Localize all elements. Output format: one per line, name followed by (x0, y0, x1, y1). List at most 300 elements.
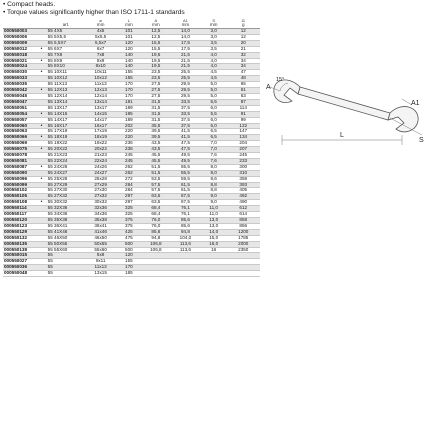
cell-g: 359 (227, 176, 260, 182)
cell-l: 155 (116, 70, 142, 76)
cell-l: 284 (116, 188, 142, 194)
cell-a1: 49,5 (170, 153, 201, 159)
header-art: art. (47, 18, 86, 29)
cell-s: 3,5 (201, 46, 227, 52)
cell-code: 000550047 (3, 99, 36, 105)
weight-icon: ⚖ (241, 18, 246, 24)
cell-art: 55 55X60 (47, 247, 86, 253)
spec-table (3, 18, 260, 277)
cell-art: 55 17X19 (47, 129, 86, 135)
cell-a: 23,5 (142, 76, 170, 82)
cell-l: 375 (116, 218, 142, 224)
cell-g: 858 (227, 218, 260, 224)
cell-a1: 37,5 (170, 105, 201, 111)
cell-a: 63,5 (142, 200, 170, 206)
cell-code: 000550063 (3, 129, 36, 135)
cell-a: 15,5 (142, 46, 170, 52)
cell-art: 55 41X46 (47, 229, 86, 235)
cell-a: 51,5 (142, 164, 170, 170)
cell-code: 000550117 (3, 212, 36, 218)
cell-l: 170 (116, 82, 142, 88)
cell-l: 500 (116, 247, 142, 253)
cell-l: 170 (116, 88, 142, 94)
cell-s: 7,6 (201, 158, 227, 164)
cell-code: 000550057 (3, 117, 36, 123)
cell-g: 233 (227, 158, 260, 164)
cell-code: 000550069 (3, 141, 36, 147)
header-mark (36, 18, 46, 29)
cell-s: 8,8 (201, 182, 227, 188)
cell-a: 106,8 (142, 241, 170, 247)
cell-size: 21x23 (85, 153, 116, 159)
cell-a1: 76,1 (170, 212, 201, 218)
cell-art: 55 30X32 (47, 200, 86, 206)
cell-mark: • (36, 46, 46, 52)
cell-s: 6,5 (201, 129, 227, 135)
cell-a: 68,4 (142, 212, 170, 218)
cell-g: 490 (227, 200, 260, 206)
cell-size: 11x13 (85, 82, 116, 88)
cell-art: 55 6X7 (47, 46, 86, 52)
cell-l: 185 (116, 111, 142, 117)
cell-art: 55 (47, 265, 86, 271)
cell-a1: 94,8 (170, 229, 201, 235)
cell-code: 000550108 (3, 200, 36, 206)
cell-l: 262 (116, 164, 142, 170)
cell-size: 41x46 (85, 229, 116, 235)
cell-size: 27x32 (85, 194, 116, 200)
cell-s: 16,0 (201, 241, 227, 247)
cell-code: 000550129 (3, 229, 36, 235)
label-s: S (419, 137, 424, 144)
cell-size: 13x17 (85, 105, 116, 111)
cell-g: 122 (227, 123, 260, 129)
cell-l: 475 (116, 235, 142, 241)
cell-size: 36x41 (85, 223, 116, 229)
cell-code: 000550102 (3, 188, 36, 194)
cell-a1: 14,0 (170, 29, 201, 35)
cell-g: 405 (227, 188, 260, 194)
cell-s: 8,6 (201, 176, 227, 182)
cell-s: 3,0 (201, 29, 227, 35)
cell-a: 106,8 (142, 247, 170, 253)
cell-art: 55 20X22 (47, 147, 86, 153)
cell-g: 204 (227, 141, 260, 147)
cell-code: 000550012 (3, 46, 36, 52)
cell-a1: 33,5 (170, 99, 201, 105)
cell-mark: • (36, 135, 46, 141)
cell-s: 8,0 (201, 164, 227, 170)
cell-g: 47 (227, 70, 260, 76)
cell-g: 87 (227, 99, 260, 105)
cell-g: 2000 (227, 241, 260, 247)
spec-table-wrapper (3, 18, 260, 277)
cell-g: 21 (227, 46, 260, 52)
cell-a: 63,5 (142, 194, 170, 200)
cell-art: 55 35X38 (47, 218, 86, 224)
cell-code: 000550048 (3, 271, 36, 277)
cell-art: 55 13X14 (47, 99, 86, 105)
cell-code: 000550027 (3, 259, 36, 265)
cell-a: 68,4 (142, 206, 170, 212)
cell-a1: 41,5 (170, 135, 201, 141)
cell-mark: • (36, 111, 46, 117)
cell-size: 13x14 (85, 99, 116, 105)
cell-s: 6,0 (201, 117, 227, 123)
cell-a1: 55,5 (170, 164, 201, 170)
label-a1: A1 (411, 100, 420, 107)
table-row (3, 271, 260, 277)
cell-a: 35,5 (142, 123, 170, 129)
cell-s: 16 (201, 247, 227, 253)
cell-size: 55x60 (85, 247, 116, 253)
cell-art: 55 16X17 (47, 123, 86, 129)
cell-mark (36, 271, 46, 277)
cell-a1: 47,5 (170, 141, 201, 147)
cell-s: 9,0 (201, 194, 227, 200)
cell-a1: 14,0 (170, 34, 201, 40)
header-weight: ⚖ g (227, 18, 260, 29)
cell-size: 7x8 (85, 52, 116, 58)
cell-art: 55 50X55 (47, 241, 86, 247)
cell-art: 55 (47, 259, 86, 265)
cell-s: 5,0 (201, 93, 227, 99)
cell-l: 220 (116, 135, 142, 141)
cell-size: 25x28 (85, 176, 116, 182)
cell-s: 7,6 (201, 153, 227, 159)
cell-l: 262 (116, 170, 142, 176)
cell-size: 10x11 (85, 70, 116, 76)
cell-g (227, 271, 260, 277)
cell-g: 207 (227, 147, 260, 153)
cell-l: 375 (116, 223, 142, 229)
cell-art: 55 46X50 (47, 235, 86, 241)
cell-l: 189 (116, 117, 142, 123)
cell-a: 19,5 (142, 58, 170, 64)
cell-a: 94,8 (142, 235, 170, 241)
cell-size: 30x32 (85, 200, 116, 206)
cell-art: 55 18X19 (47, 135, 86, 141)
cell-s: 8,0 (201, 170, 227, 176)
cell-size: 18x19 (85, 135, 116, 141)
cell-size: 11x13 (85, 265, 116, 271)
cell-art: 55 36X41 (47, 223, 86, 229)
cell-code: 000550054 (3, 111, 36, 117)
cell-s: 11,0 (201, 212, 227, 218)
cell-a: 43,5 (142, 147, 170, 153)
cell-a1: 21,5 (170, 58, 201, 64)
cell-a: 15,5 (142, 40, 170, 46)
cell-mark: • (36, 176, 46, 182)
cell-g: 614 (227, 212, 260, 218)
cell-art: 55 13X17 (47, 105, 86, 111)
cell-art: 55 8X10 (47, 64, 86, 70)
header-s: S mm (201, 18, 227, 29)
cell-code: 000550099 (3, 182, 36, 188)
cell-code: 000550035 (3, 82, 36, 88)
cell-a1: 29,5 (170, 88, 201, 94)
cell-a1: 21,5 (170, 52, 201, 58)
cell-g: 65 (227, 82, 260, 88)
cell-a1: 29,5 (170, 93, 201, 99)
cell-l: 155 (116, 76, 142, 82)
cell-a: 76,0 (142, 218, 170, 224)
cell-a1: 85,6 (170, 223, 201, 229)
cell-size: 4x5 (85, 29, 116, 35)
cell-a: 31,5 (142, 117, 170, 123)
cell-size: 32x36 (85, 206, 116, 212)
cell-art: 55 4X5 (47, 29, 86, 35)
cell-size: 24x26 (85, 164, 116, 170)
cell-s: 5,5 (201, 111, 227, 117)
cell-code: 000550024 (3, 64, 36, 70)
cell-a: 45,5 (142, 153, 170, 159)
cell-a: 39,5 (142, 129, 170, 135)
cell-g: 300 (227, 164, 260, 170)
cell-l: 170 (116, 265, 142, 271)
cell-size: 6x8 (85, 253, 116, 259)
cell-art: 55 19X22 (47, 141, 86, 147)
cell-a: 27,5 (142, 82, 170, 88)
cell-a: 53,5 (142, 176, 170, 182)
cell-a: 45,5 (142, 158, 170, 164)
cell-g: 114 (227, 105, 260, 111)
cell-l: 284 (116, 182, 142, 188)
cell-s: 11,0 (201, 206, 227, 212)
cell-l: 500 (116, 241, 142, 247)
cell-a1: 17,5 (170, 46, 201, 52)
cell-a1: 37,5 (170, 123, 201, 129)
cell-a1: 37,5 (170, 117, 201, 123)
cell-a1: 49,5 (170, 158, 201, 164)
cell-a (142, 271, 170, 277)
cell-code: 000550045 (3, 93, 36, 99)
cell-a: 19,5 (142, 64, 170, 70)
cell-code: 000550015 (3, 253, 36, 259)
cell-mark: • (36, 147, 46, 153)
cell-l: 140 (116, 64, 142, 70)
cell-g: 99 (227, 117, 260, 123)
cell-l: 185 (116, 271, 142, 277)
cell-g: 63 (227, 93, 260, 99)
cell-code: 000550033 (3, 76, 36, 82)
cell-size: 12x14 (85, 93, 116, 99)
cell-l: 120 (116, 40, 142, 46)
cell-l: 297 (116, 200, 142, 206)
cell-size: 35x38 (85, 218, 116, 224)
cell-code: 000550030 (3, 70, 36, 76)
cell-a1: 21,5 (170, 64, 201, 70)
cell-s: 14,0 (201, 229, 227, 235)
cell-code: 000550114 (3, 206, 36, 212)
cell-code: 000550060 (3, 123, 36, 129)
cell-s: 4,0 (201, 52, 227, 58)
cell-art: 55 (47, 253, 86, 259)
header-code (3, 18, 36, 29)
cell-art: 55 27X29 (47, 182, 86, 188)
cell-art: 55 25X28 (47, 176, 86, 182)
cell-s: 7,0 (201, 141, 227, 147)
cell-code: 000550078 (3, 153, 36, 159)
cell-l: 236 (116, 147, 142, 153)
cell-a: 39,5 (142, 135, 170, 141)
cell-size: 16x17 (85, 123, 116, 129)
cell-s: 5,0 (201, 82, 227, 88)
cell-code: 000550105 (3, 194, 36, 200)
cell-s: 8,8 (201, 188, 227, 194)
cell-l: 202 (116, 123, 142, 129)
cell-size: 6x7 (85, 46, 116, 52)
cell-mark: • (36, 200, 46, 206)
cell-g: 310 (227, 170, 260, 176)
cell-l: 181 (116, 99, 142, 105)
cell-l: 101 (116, 29, 142, 35)
cell-art: 55 34X36 (47, 212, 86, 218)
cell-a1: 67,5 (170, 194, 201, 200)
cell-code: 000550009 (3, 40, 36, 46)
cell-art: 55 27X30 (47, 188, 86, 194)
cell-s: 3,5 (201, 40, 227, 46)
cell-a: 31,5 (142, 99, 170, 105)
cell-a1: 25,5 (170, 76, 201, 82)
cell-l: 245 (116, 153, 142, 159)
label-angle: 15° (276, 77, 285, 83)
cell-g: 1785 (227, 235, 260, 241)
cell-s: 5,0 (201, 88, 227, 94)
cell-g: 1200 (227, 229, 260, 235)
cell-code: 000550036 (3, 265, 36, 271)
cell-size: 13x15 (85, 271, 116, 277)
note-torque: • Torque values significantly higher than ISO 1711-1 standards (3, 8, 185, 16)
cell-a1: 61,5 (170, 188, 201, 194)
cell-size: 46x50 (85, 235, 116, 241)
cell-mark: • (36, 58, 46, 64)
cell-code: 000550081 (3, 158, 36, 164)
cell-art: 55 24X27 (47, 170, 86, 176)
cell-l: 140 (116, 58, 142, 64)
cell-size: 9x11 (85, 259, 116, 265)
cell-g: 61 (227, 88, 260, 94)
cell-g: 48 (227, 76, 260, 82)
cell-g: 393 (227, 182, 260, 188)
cell-a1: 113,6 (170, 241, 201, 247)
cell-l: 236 (116, 141, 142, 147)
cell-l: 325 (116, 212, 142, 218)
cell-l: 101 (116, 34, 142, 40)
cell-g: 612 (227, 206, 260, 212)
wrench-size-icon: ⌀ (99, 18, 102, 24)
cell-l: 245 (116, 158, 142, 164)
cell-l: 120 (116, 46, 142, 52)
cell-s: 5,5 (201, 99, 227, 105)
cell-g: 20 (227, 40, 260, 46)
cell-art: 55 10X12 (47, 76, 86, 82)
cell-code: 000550003 (3, 29, 36, 35)
cell-s: 15,0 (201, 235, 227, 241)
cell-a: 27,5 (142, 88, 170, 94)
cell-a1: 47,5 (170, 147, 201, 153)
cell-size: 5x5,5 (85, 34, 116, 40)
cell-size: 27x30 (85, 188, 116, 194)
cell-s: 6,0 (201, 105, 227, 111)
cell-size: 24x27 (85, 170, 116, 176)
cell-size: 5,5x7 (85, 40, 116, 46)
cell-g: 2350 (227, 247, 260, 253)
cell-l: 170 (116, 93, 142, 99)
cell-art: 55 12X14 (47, 93, 86, 99)
cell-g: 12 (227, 34, 260, 40)
cell-mark: • (36, 88, 46, 94)
cell-code: 000550018 (3, 52, 36, 58)
cell-a: 57,5 (142, 182, 170, 188)
cell-a: 85,6 (142, 229, 170, 235)
cell-a: 57,5 (142, 188, 170, 194)
cell-code: 000550138 (3, 247, 36, 253)
notes (3, 1, 185, 16)
cell-art: 55 12X13 (47, 88, 86, 94)
cell-a1: 41,5 (170, 129, 201, 135)
cell-size: 10x12 (85, 76, 116, 82)
cell-l: 425 (116, 229, 142, 235)
cell-art: 55 14X15 (47, 111, 86, 117)
cell-s: 13,0 (201, 218, 227, 224)
cell-g: 12 (227, 29, 260, 35)
cell-a1: 59,5 (170, 176, 201, 182)
cell-art: 55 11X13 (47, 82, 86, 88)
cell-a1: 85,6 (170, 218, 201, 224)
cell-a: 31,5 (142, 111, 170, 117)
cell-g: 32 (227, 52, 260, 58)
table-body (3, 29, 260, 277)
cell-a1: 76,1 (170, 206, 201, 212)
cell-g: 856 (227, 223, 260, 229)
cell-g: 34 (227, 64, 260, 70)
cell-code: 000550123 (3, 223, 36, 229)
cell-s: 6,0 (201, 123, 227, 129)
cell-art: 55 7X8 (47, 52, 86, 58)
cell-mark: • (36, 164, 46, 170)
cell-a1: 104,0 (170, 235, 201, 241)
cell-code: 000550120 (3, 218, 36, 224)
cell-a1: 113,6 (170, 247, 201, 253)
cell-size: 27x29 (85, 182, 116, 188)
cell-a: 43,5 (142, 141, 170, 147)
cell-l: 220 (116, 129, 142, 135)
cell-art: 55 14X17 (47, 117, 86, 123)
header-a1: A1 mm (170, 18, 201, 29)
cell-art: 55 5,5X7 (47, 40, 86, 46)
cell-a1: 61,5 (170, 182, 201, 188)
cell-size: 8x10 (85, 64, 116, 70)
cell-size: 19x22 (85, 141, 116, 147)
cell-g: 34 (227, 58, 260, 64)
cell-a1: 33,5 (170, 111, 201, 117)
table-header-row (3, 18, 260, 29)
header-length: L mm (116, 18, 142, 29)
cell-code: 000550075 (3, 147, 36, 153)
wrench-handle (298, 87, 390, 120)
cell-size: 12x13 (85, 88, 116, 94)
cell-a: 12,5 (142, 29, 170, 35)
cell-art: 55 10X11 (47, 70, 86, 76)
cell-size: 50x55 (85, 241, 116, 247)
cell-a1: 17,5 (170, 40, 201, 46)
cell-a1: 29,5 (170, 82, 201, 88)
cell-code: 000550135 (3, 241, 36, 247)
cell-s: 4,5 (201, 76, 227, 82)
cell-code: 000550021 (3, 58, 36, 64)
cell-l: 325 (116, 206, 142, 212)
